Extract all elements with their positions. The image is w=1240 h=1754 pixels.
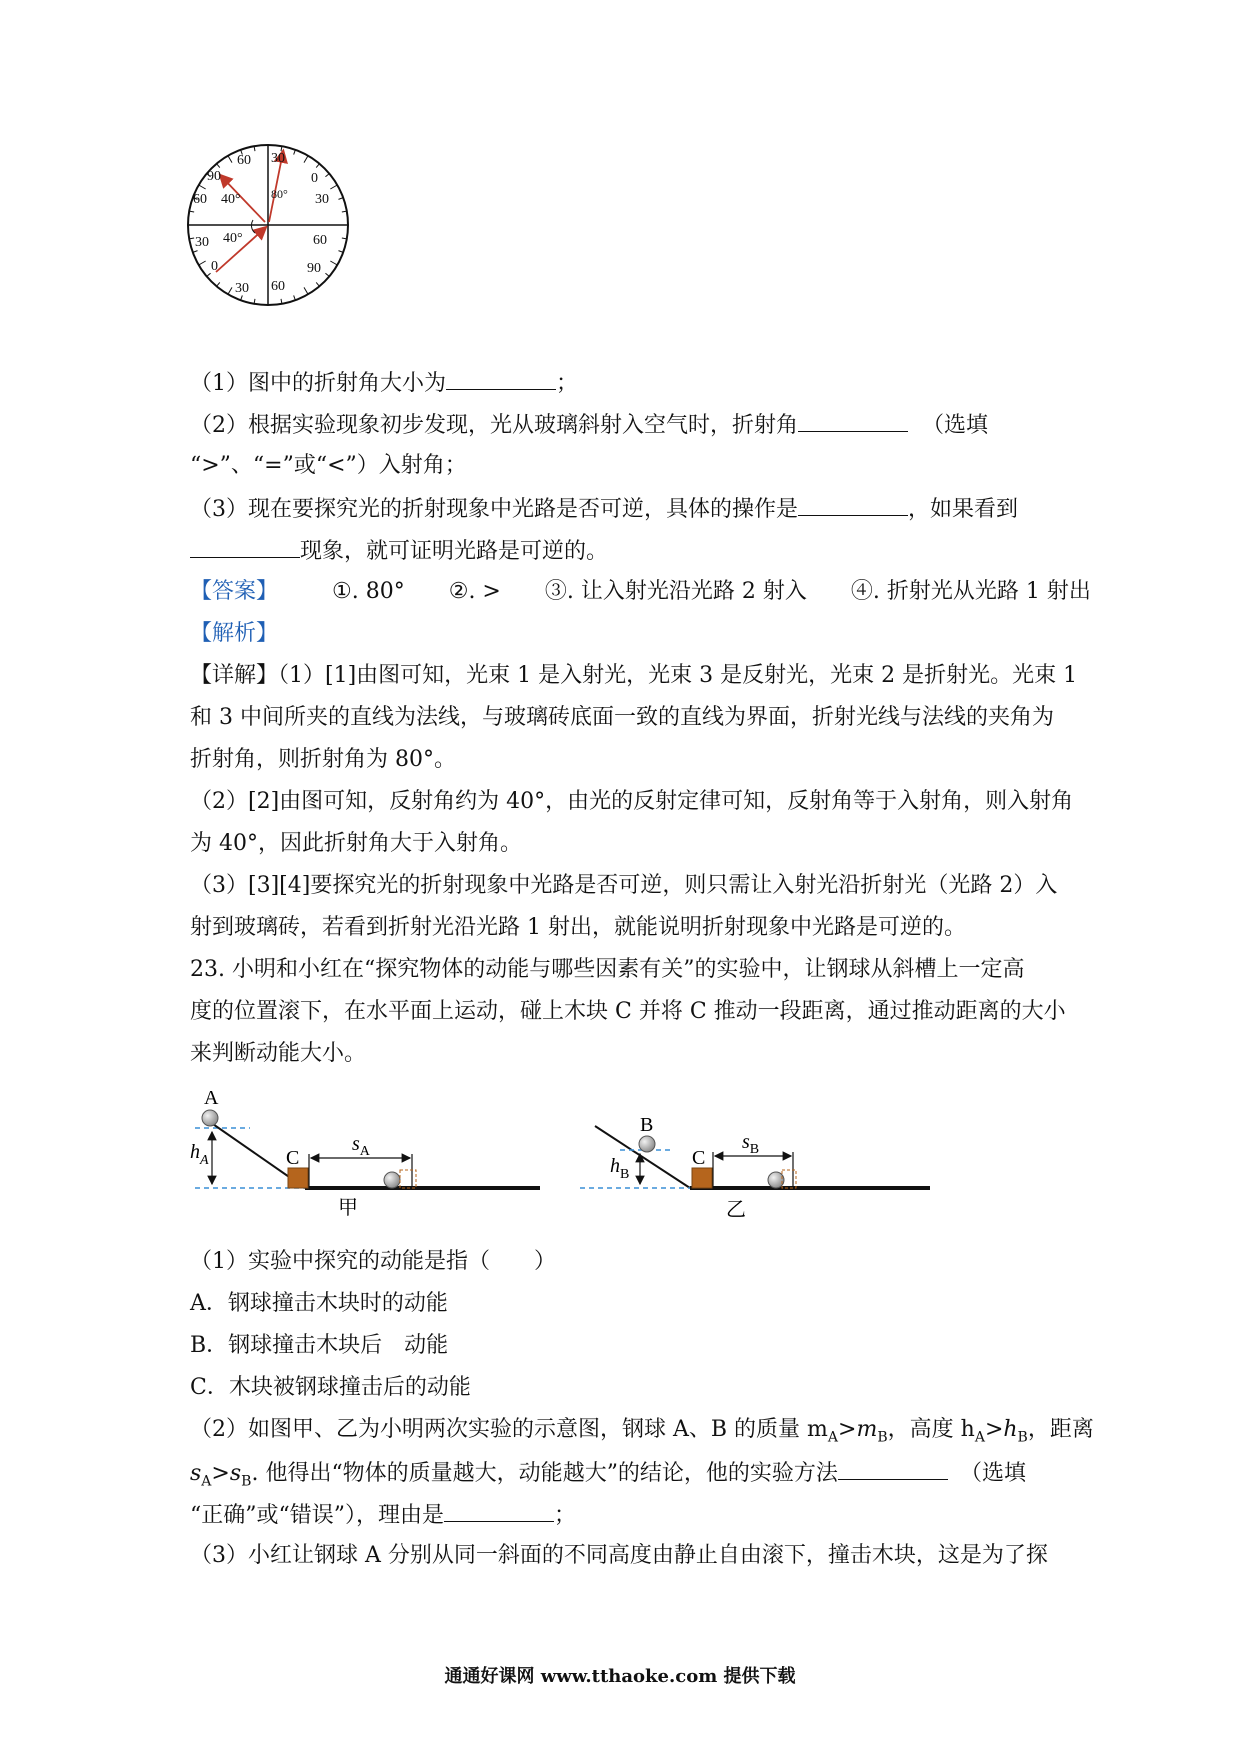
page-footer: 通通好课网 www.tthaoke.com 提供下载: [444, 1666, 796, 1687]
option-c: C．木块被钢球撞击后的动能: [190, 1375, 471, 1400]
q22-part1: [190, 367, 578, 399]
q23-part2c: [190, 1499, 576, 1531]
q23-line-3: 来判断动能大小。: [190, 1041, 367, 1066]
q22-part2-end: （选填: [922, 413, 989, 438]
protractor-label: 60: [193, 192, 207, 207]
figure-caption: 甲: [338, 1197, 358, 1218]
q22-part2: [190, 409, 988, 441]
q23-part2: （2）如图甲、乙为小明两次实验的示意图，钢球 A、B 的质量 $m_A>m_B$，高度 $h_A>h_B$，距离: [190, 1417, 1094, 1446]
protractor-label: 60: [237, 153, 251, 168]
option-b: B．钢球撞击木块后 动能: [190, 1333, 449, 1358]
height-label: $h_A$: [190, 1141, 209, 1168]
protractor-label: 80°: [271, 187, 288, 201]
answer-blank[interactable]: [190, 535, 300, 558]
detail-line-6: （3）[3][4]要探究光的折射现象中光路是否可逆，则只需让入射光沿折射光（光路 2）入: [190, 873, 1058, 898]
answer-item: ①. 80°: [332, 579, 405, 604]
protractor-label: 0: [311, 171, 318, 186]
q23-part3: （3）小红让钢球 A 分别从同一斜面的不同高度由静止自由滚下，撞击木块，这是为了探: [190, 1543, 1048, 1568]
q23-line-1: 23. 小明和小红在“探究物体的动能与哪些因素有关”的实验中，让钢球从斜槽上一定高: [190, 957, 1025, 982]
protractor-label: 90: [207, 169, 221, 184]
answer-blank[interactable]: [446, 367, 556, 390]
block-c: [288, 1168, 308, 1188]
protractor-label: 30: [235, 281, 249, 296]
detail-tag: 【详解】: [190, 663, 279, 688]
detail-line-5: 为 40°，因此折射角大于入射角。: [190, 831, 522, 856]
distance-label: $s_B$: [742, 1131, 760, 1157]
protractor-label: 60: [271, 279, 285, 294]
protractor-label: 30: [315, 192, 329, 207]
ball-label: B: [640, 1114, 654, 1136]
block-final-position: [400, 1170, 416, 1188]
q22-part2b: [190, 451, 467, 481]
q22-part1-text: （1）图中的折射角大小为: [190, 371, 446, 396]
detail-line-1: [190, 661, 1077, 691]
protractor-label: 40°: [221, 192, 241, 207]
protractor-label: 90: [307, 261, 321, 276]
answer-blank[interactable]: [798, 409, 908, 432]
q23-line-2: 度的位置滚下，在水平面上运动，碰上木块 C 并将 C 推动一段距离，通过推动距离的大小: [190, 999, 1066, 1024]
q23-part2-end: ，距离: [1027, 1417, 1094, 1442]
answer-blank[interactable]: [798, 493, 908, 516]
ball-at-rest: [768, 1172, 784, 1188]
ball-at-rest: [384, 1172, 400, 1188]
q22-part1-end: ；: [556, 371, 579, 396]
protractor-label: 0: [211, 259, 218, 274]
q23-part2c-end: ；: [554, 1503, 577, 1528]
answer-blank[interactable]: [838, 1457, 948, 1480]
q22-part2b-text: “>”、“=”或“<”）入射角；: [190, 453, 467, 478]
analysis-tag: 【解析】: [190, 621, 279, 646]
q23-part2-text: （2）如图甲、乙为小明两次实验的示意图，钢球 A、B 的质量 m: [190, 1417, 828, 1442]
block-label: C: [286, 1147, 300, 1169]
ball-label: A: [204, 1088, 219, 1109]
q23-part2c-text: “正确”或“错误”），理由是: [190, 1503, 444, 1528]
detail-line-7: 射到玻璃砖，若看到折射光沿光路 1 射出，就能说明折射现象中光路是可逆的。: [190, 915, 966, 940]
figure-jia: [190, 1088, 550, 1218]
answer-blank[interactable]: [444, 1499, 554, 1522]
q22-part3b-text: 现象，就可证明光路是可逆的。: [300, 539, 609, 564]
figure-yi: [580, 1088, 940, 1218]
answer-item: ④. 折射光从光路 1 射出: [850, 579, 1091, 604]
detail-line-4: （2）[2]由图可知，反射角约为 40°，由光的反射定律可知，反射角等于入射角，则入射角: [190, 789, 1074, 814]
block-label: C: [692, 1147, 706, 1169]
protractor-label: 60: [313, 233, 327, 248]
figure-caption: 乙: [726, 1199, 746, 1218]
q23-part2b-s: s: [190, 1461, 202, 1486]
answer-tag: 【答案】: [190, 579, 279, 604]
detail-line-3: 折射角，则折射角为 80°。: [190, 747, 456, 772]
answer-item: ③. 让入射光沿光路 2 射入: [544, 579, 807, 604]
height-label: $h_B$: [610, 1155, 630, 1182]
q22-part3-end: ，如果看到: [908, 497, 1019, 522]
protractor-label: 30: [195, 235, 209, 250]
q23-part2b: $s_A>s_B$. 他得出“物体的质量越大，动能越大”的结论，他的实验方法 （选填: [190, 1457, 1026, 1496]
answer-line: [190, 577, 1091, 607]
detail-text: （1）[1]由图可知，光束 1 是入射光，光束 3 是反射光，光束 2 是折射光。光束 1: [278, 663, 1078, 688]
protractor-label: 30: [271, 151, 285, 166]
q22-part3b: [190, 535, 608, 567]
block-c: [692, 1168, 712, 1188]
q23-part2b-end: （选填: [959, 1461, 1026, 1486]
q23-part2b-text: . 他得出“物体的质量越大，动能越大”的结论，他的实验方法: [251, 1461, 838, 1486]
q22-part2-text: （2）根据实验现象初步发现，光从玻璃斜射入空气时，折射角: [190, 413, 798, 438]
ball-a: [202, 1110, 218, 1126]
option-a: A．钢球撞击木块时的动能: [190, 1291, 448, 1316]
q23-part2-height: ，高度 h: [887, 1417, 975, 1442]
protractor-figure: [183, 140, 353, 310]
answer-item: ②. >: [448, 579, 501, 604]
q22-part3: [190, 493, 1018, 525]
detail-line-2: 和 3 中间所夹的直线为法线，与玻璃砖底面一致的直线为界面，折射光线与法线的夹角为: [190, 705, 1054, 730]
ball-b: [639, 1136, 655, 1152]
q22-part3-text: （3）现在要探究光的折射现象中光路是否可逆，具体的操作是: [190, 497, 798, 522]
q23-part1: （1）实验中探究的动能是指（ ）: [190, 1249, 556, 1274]
protractor-label: 40°: [223, 231, 243, 246]
distance-label: $s_A$: [352, 1133, 370, 1159]
